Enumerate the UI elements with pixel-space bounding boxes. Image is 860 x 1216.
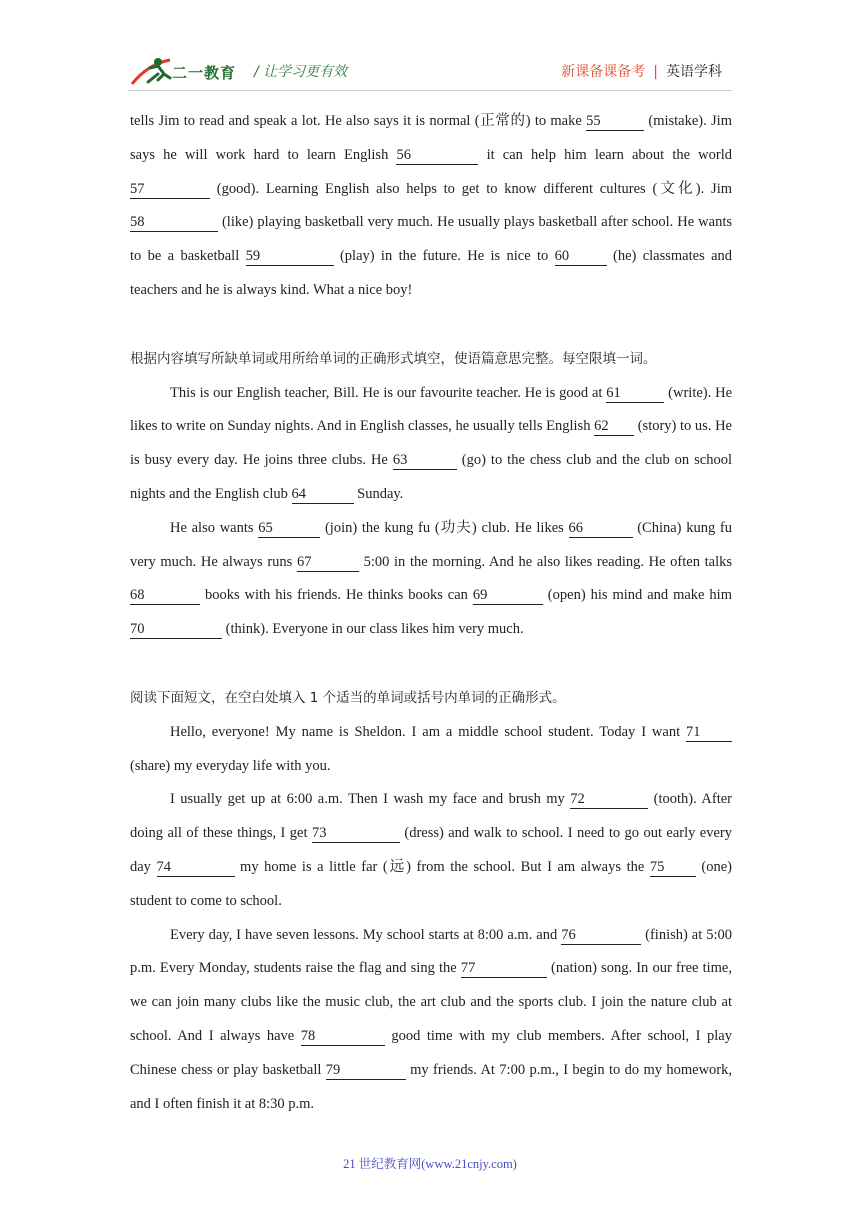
- header-slogan: / 让学习更有效: [254, 64, 348, 80]
- blank-71[interactable]: 71: [686, 723, 732, 742]
- blank-55[interactable]: 55: [586, 112, 644, 131]
- blank-62[interactable]: 62: [594, 417, 634, 436]
- blank-75[interactable]: 75: [650, 858, 696, 877]
- header-right: [561, 61, 722, 81]
- blank-67[interactable]: 67: [297, 553, 359, 572]
- header-separator: |: [653, 64, 658, 80]
- blank-61[interactable]: 61: [606, 384, 664, 403]
- page-header: [0, 0, 860, 100]
- blank-73[interactable]: 73: [312, 824, 400, 843]
- blank-74[interactable]: 74: [157, 858, 235, 877]
- blank-79[interactable]: 79: [326, 1061, 406, 1080]
- blank-69[interactable]: 69: [473, 586, 543, 605]
- blank-68[interactable]: 68: [130, 586, 200, 605]
- section2-paragraph-1: This is our English teacher, Bill. He is our favourite teacher. He is good at 61 (write). He likes to write on Sunday nights. And in English classes, he usually tells English 62 (story) to us. He is busy every day. He joins three clubs. He 63 (go) to the chess club and the club on school nights and the English club 64 Sunday.: [130, 384, 733, 502]
- page-footer: 21 世纪教育网(www.21cnjy.com): [343, 1157, 517, 1171]
- blank-76[interactable]: 76: [561, 926, 641, 945]
- header-subject: 英语学科: [666, 64, 722, 80]
- section2-instruction: 根据内容填写所缺单词或用所给单词的正确形式填空，使语篇意思完整。每空限填一词。: [130, 350, 657, 367]
- section3-paragraph-3: Every day, I have seven lessons. My school starts at 8:00 a.m. and 76 (finish) at 5:00 p.m. Every Monday, students raise the flag and sing the 77 (nation) song. In our free time, we can join many clubs like the music club, the art club and the sports club. I join the nature club at school. And I always have 78 good time with my club members. After school, I play Chinese chess or play basketball 79 my friends. At 7:00 p.m., I begin to do my homework, and I often finish it at 8:30 p.m.: [130, 926, 732, 1112]
- blank-77[interactable]: 77: [461, 959, 547, 978]
- blank-78[interactable]: 78: [301, 1027, 385, 1046]
- blank-66[interactable]: 66: [569, 519, 633, 538]
- section2-paragraph-2: He also wants 65 (join) the kung fu (功夫) club. He likes 66 (China) kung fu very much. He always runs 67 5:00 in the morning. And he also likes reading. He often talks 68 books with his friends. He thinks books can 69 (open) his mind and make him 70 (think). Everyone in our class likes him very much.: [130, 519, 733, 638]
- blank-63[interactable]: 63: [393, 451, 457, 470]
- blank-60[interactable]: 60: [555, 247, 607, 266]
- blank-72[interactable]: 72: [570, 790, 648, 809]
- blank-64[interactable]: 64: [292, 485, 354, 504]
- logo-text: 二一教育: [172, 64, 237, 82]
- blank-70[interactable]: 70: [130, 620, 222, 639]
- section3-paragraph-2: I usually get up at 6:00 a.m. Then I wash my face and brush my 72 (tooth). After doing all of these things, I get 73 (dress) and walk to school. I need to go out early every day 74 my home is a little far (远) from the school. But I am always the 75 (one) student to come to school.: [130, 791, 733, 909]
- passage1-paragraph: tells Jim to read and speak a lot. He also says it is normal (正常的) to make 55 (mistake). Jim says he will work hard to learn English 56 it can help him learn about the world 57 (good). Learning English also helps to get to know different cultures (文化). Jim 58 (like) playing basketball very much. He usually plays basketball after school. He wants to be a basketball 59 (play) in the future. He is nice to 60 (he) classmates and teachers and he is always kind. What a nice boy!: [130, 113, 732, 298]
- header-course-title: 新课备课备考: [561, 64, 646, 80]
- blank-65[interactable]: 65: [258, 519, 320, 538]
- section3-instruction: 阅读下面短文，在空白处填入 1 个适当的单词或括号内单词的正确形式。: [130, 689, 566, 706]
- header-divider: [128, 90, 732, 91]
- document-body: [130, 105, 732, 1121]
- blank-58[interactable]: 58: [130, 213, 218, 232]
- blank-57[interactable]: 57: [130, 180, 210, 199]
- blank-56[interactable]: 56: [396, 146, 478, 165]
- blank-59[interactable]: 59: [246, 247, 334, 266]
- section3-paragraph-1: Hello, everyone! My name is Sheldon. I am a middle school student. Today I want 71 (share) my everyday life with you.: [130, 716, 732, 784]
